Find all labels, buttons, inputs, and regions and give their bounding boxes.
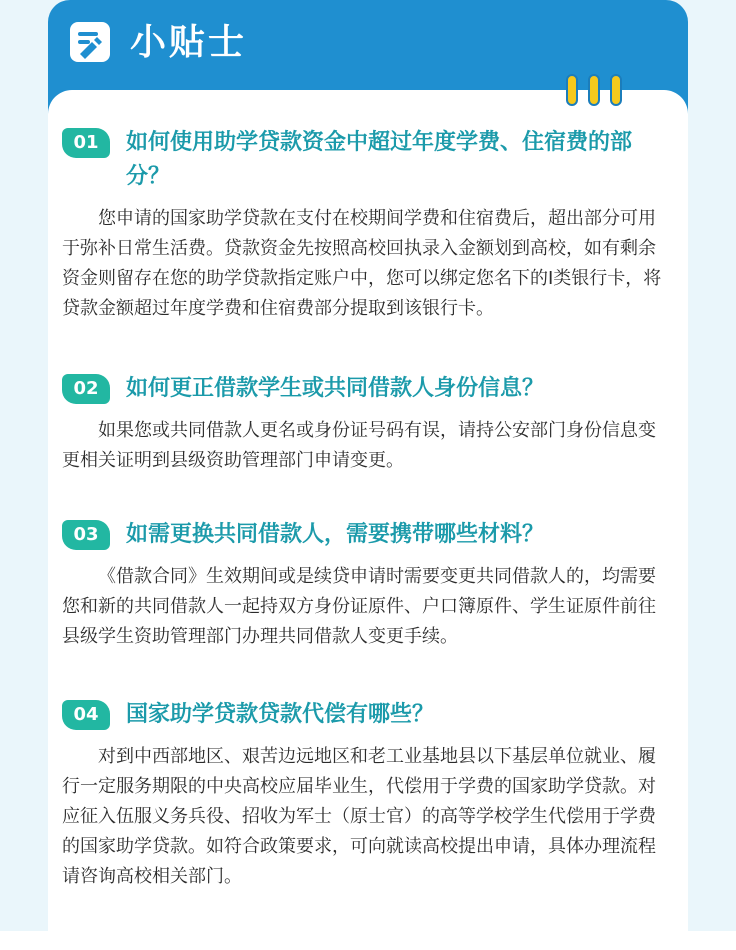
binder-pegs (566, 74, 626, 110)
tip-answer: 如果您或共同借款人更名或身份证号码有误，请持公安部门身份信息变更相关证明到县级资助管理部门申请变更。 (62, 420, 656, 471)
tip-question-row (62, 518, 662, 552)
binder-peg (588, 74, 600, 106)
tip-section-3 (62, 518, 662, 652)
note-edit-icon (70, 22, 110, 62)
tip-section-4 (62, 698, 662, 892)
tip-number-badge: 02 (62, 374, 110, 404)
tip-question: 如何使用助学贷款资金中超过年度学费、住宿费的部分？ (126, 130, 633, 189)
binder-peg (610, 74, 622, 106)
tip-question-row (62, 372, 662, 406)
tip-number-badge: 03 (62, 520, 110, 550)
tip-answer: 您申请的国家助学贷款在支付在校期间学费和住宿费后，超出部分可用于弥补日常生活费。贷款资金先按照高校回执录入金额划到高校，如有剩余资金则留存在您的助学贷款指定账户中，您可以绑定您名下的Ⅰ类银行卡，将贷款金额超过年度学费和住宿费部分提取到该银行卡。 (62, 208, 662, 319)
tip-question: 如需更换共同借款人，需要携带哪些材料？ (126, 522, 545, 547)
tip-section-1 (62, 126, 662, 324)
tip-question-row (62, 126, 662, 194)
page-title: 小贴士 (130, 22, 248, 63)
tip-question: 如何更正借款学生或共同借款人身份信息？ (126, 376, 545, 401)
tip-question-row (62, 698, 662, 732)
tip-answer: 对到中西部地区、艰苦边远地区和老工业基地县以下基层单位就业、履行一定服务期限的中央高校应届毕业生，代偿用于学费的国家助学贷款。对应征入伍服义务兵役、招收为军士（原士官）的高等学校学生代偿用于学费的国家助学贷款。如符合政策要求，可向就读高校提出申请，具体办理流程请咨询高校相关部门。 (62, 746, 656, 887)
binder-peg (566, 74, 578, 106)
tip-number-badge: 01 (62, 128, 110, 158)
tip-question: 国家助学贷款贷款代偿有哪些？ (126, 702, 435, 727)
tip-answer: 《借款合同》生效期间或是续贷申请时需要变更共同借款人的，均需要您和新的共同借款人一起持双方身份证原件、户口簿原件、学生证原件前往县级学生资助管理部门办理共同借款人变更手续。 (62, 566, 656, 647)
tip-section-2 (62, 372, 662, 476)
tip-number-badge: 04 (62, 700, 110, 730)
